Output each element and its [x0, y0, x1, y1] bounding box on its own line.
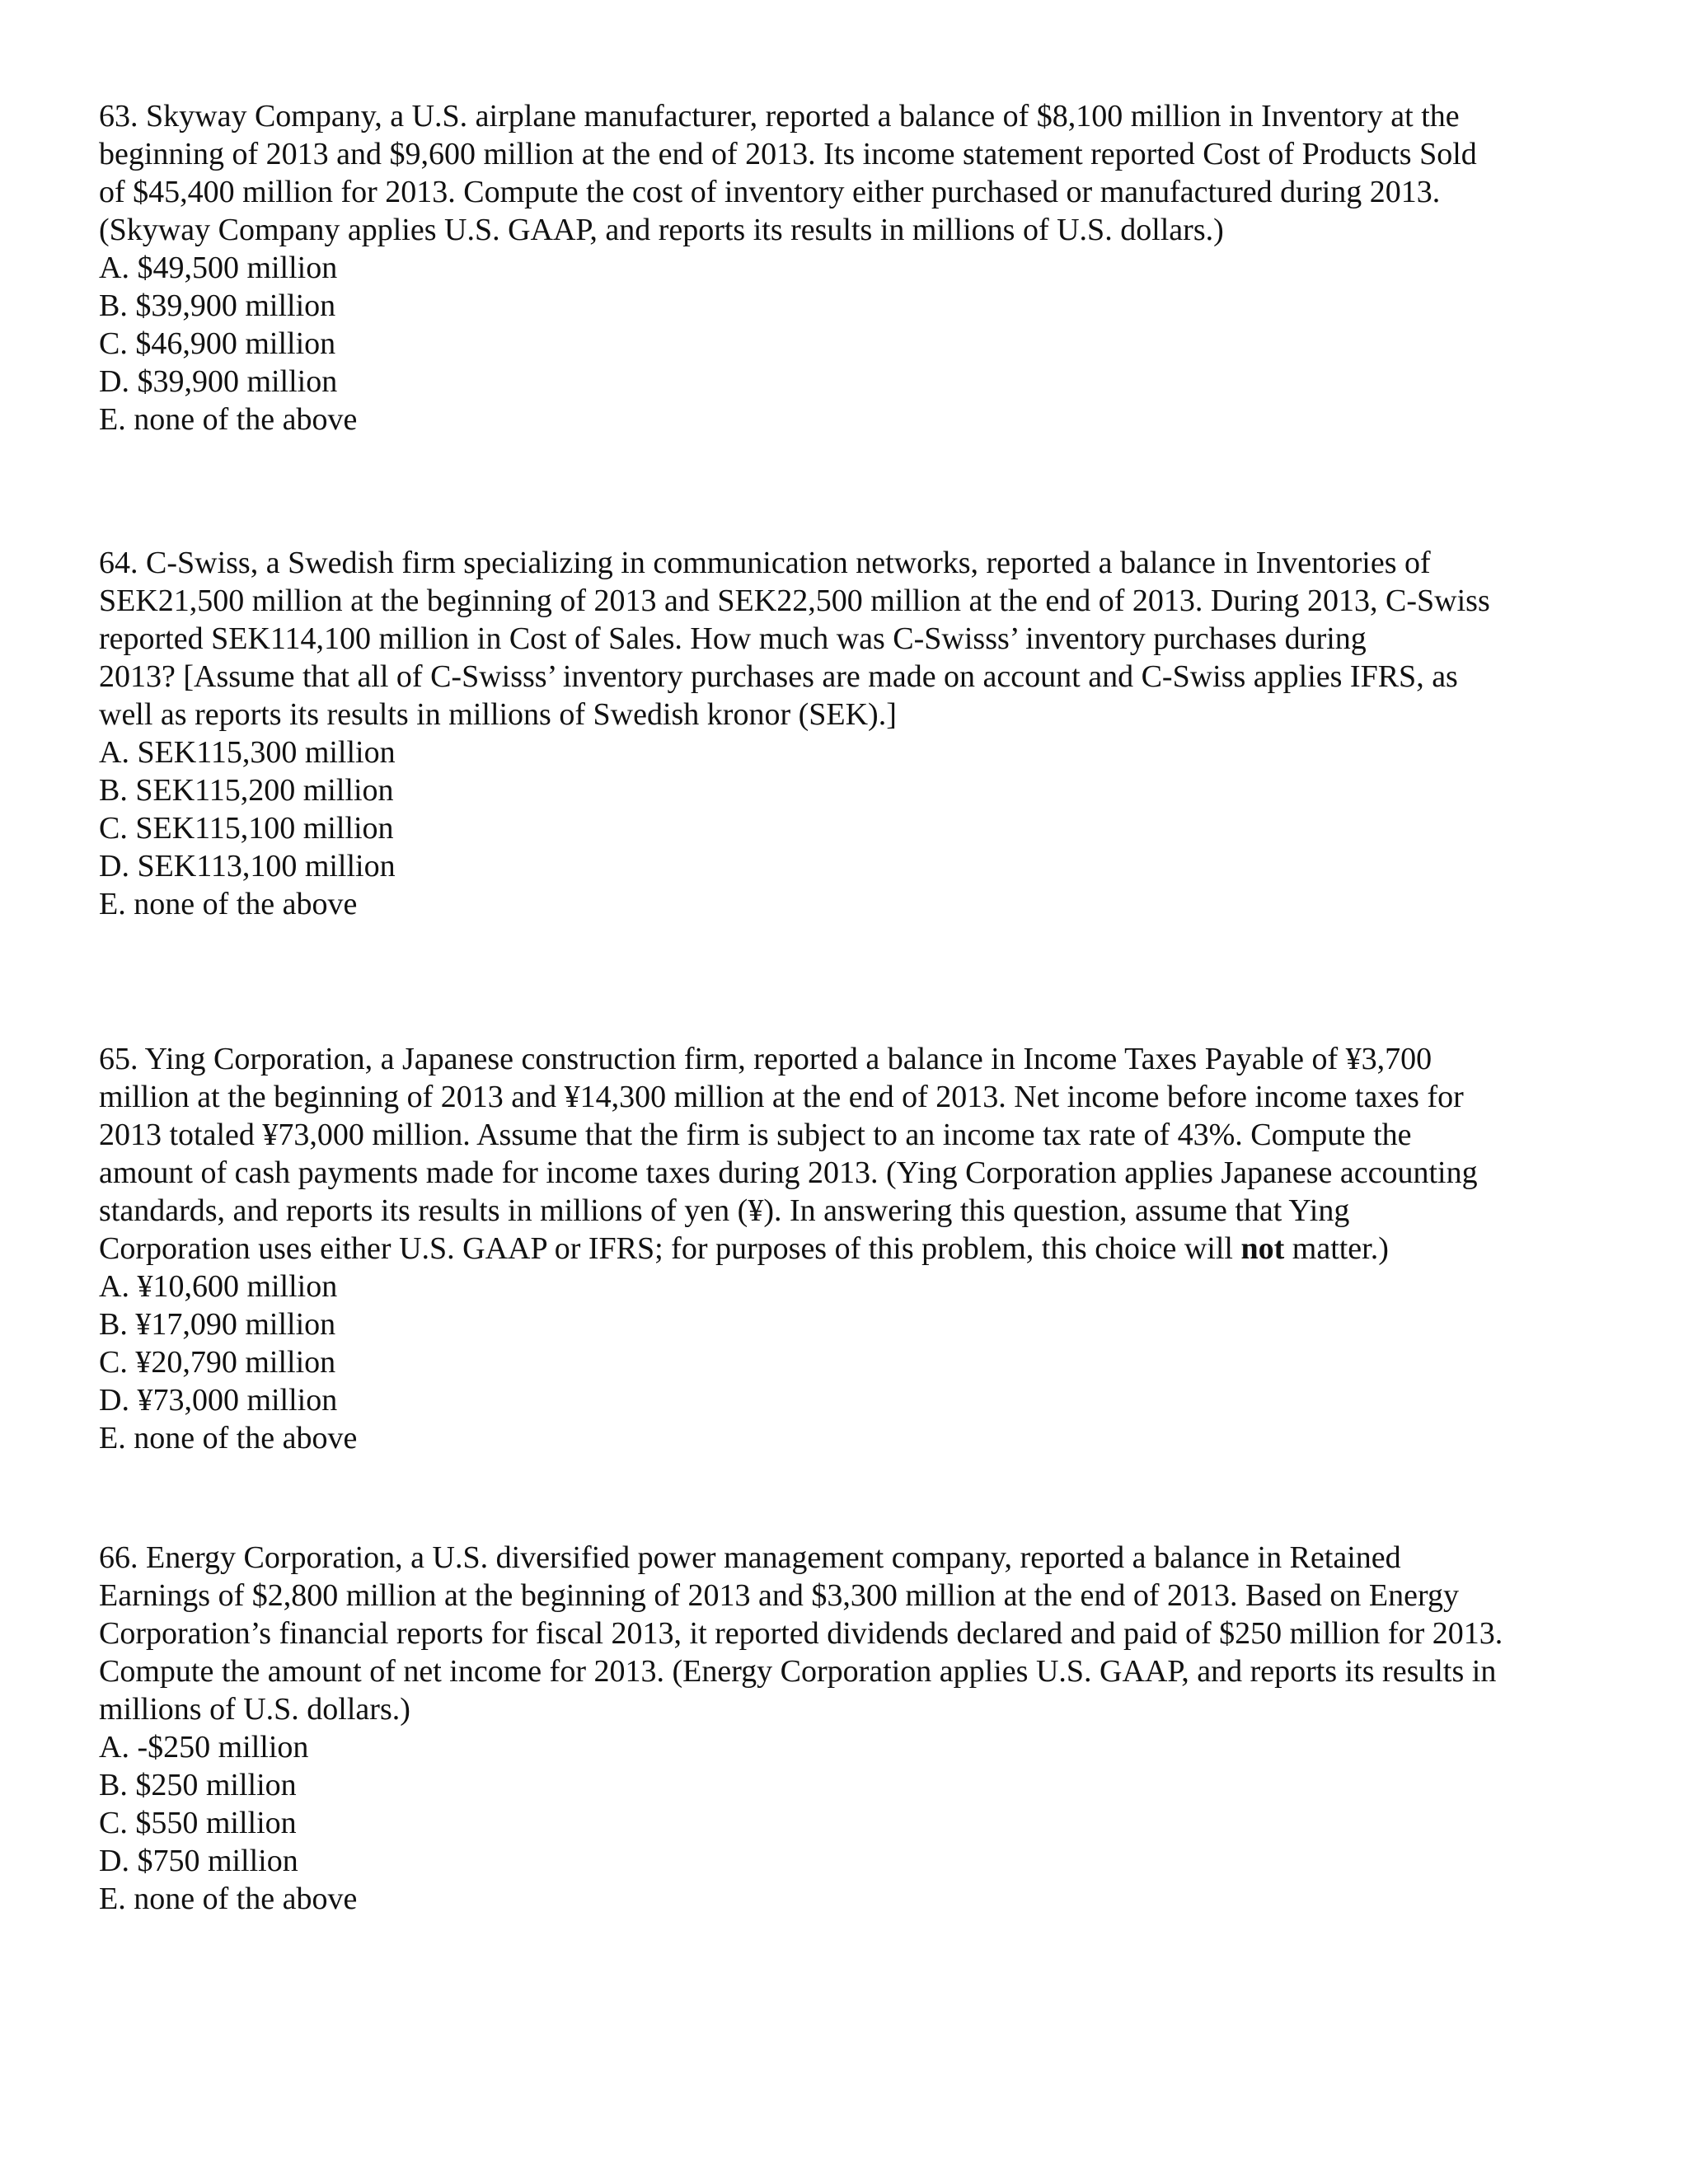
- stem-line: of $45,400 million for 2013. Compute the cost of inventory either purchased or manufactured during 2013.: [99, 175, 1441, 209]
- stem-line: Corporation’s financial reports for fiscal 2013, it reported dividends declared and paid of $250 million for 2013.: [99, 1616, 1503, 1651]
- stem-line: 65. Ying Corporation, a Japanese construction firm, reported a balance in Income Taxes Payable of ¥3,700: [99, 1042, 1432, 1076]
- question-stem: [99, 97, 1599, 249]
- answer-option-c[interactable]: C. SEK115,100 million: [99, 811, 394, 846]
- stem-line: SEK21,500 million at the beginning of 2013 and SEK22,500 million at the end of 2013. During 2013, C-Swiss: [99, 583, 1490, 618]
- stem-line: reported SEK114,100 million in Cost of Sales. How much was C-Swisss’ inventory purchases during: [99, 621, 1367, 656]
- answer-option-e[interactable]: E. none of the above: [99, 887, 358, 921]
- answer-option-a[interactable]: A. $49,500 million: [99, 251, 338, 285]
- question-64: [99, 544, 1599, 923]
- answer-option-d[interactable]: D. SEK113,100 million: [99, 849, 396, 883]
- question-66: [99, 1539, 1599, 1918]
- stem-line: Compute the amount of net income for 2013. (Energy Corporation applies U.S. GAAP, and reports its results in: [99, 1654, 1497, 1689]
- question-number: 66.: [99, 1540, 138, 1575]
- answer-option-c[interactable]: C. $550 million: [99, 1806, 297, 1840]
- answer-options: [99, 733, 1599, 923]
- answer-options: [99, 249, 1599, 438]
- stem-line: Corporation uses either U.S. GAAP or IFRS; for purposes of this problem, this choice will not matter.): [99, 1231, 1389, 1266]
- stem-line: million at the beginning of 2013 and ¥14,300 million at the end of 2013. Net income before income taxes for: [99, 1080, 1464, 1114]
- stem-line: well as reports its results in millions of Swedish kronor (SEK).]: [99, 697, 897, 732]
- question-65: [99, 1040, 1599, 1457]
- emphasis-not: not: [1240, 1231, 1285, 1266]
- question-number: 64.: [99, 546, 138, 580]
- answer-option-c[interactable]: C. ¥20,790 million: [99, 1345, 336, 1380]
- answer-option-b[interactable]: B. SEK115,200 million: [99, 773, 394, 808]
- stem-line: 2013 totaled ¥73,000 million. Assume that the firm is subject to an income tax rate of 43%. Compute the: [99, 1118, 1412, 1152]
- answer-option-d[interactable]: D. $750 million: [99, 1844, 298, 1878]
- stem-line: amount of cash payments made for income taxes during 2013. (Ying Corporation applies Japanese accounting: [99, 1155, 1478, 1190]
- answer-options: [99, 1728, 1599, 1918]
- stem-line: 64. C-Swiss, a Swedish firm specializing in communication networks, reported a balance in Inventories of: [99, 546, 1431, 580]
- stem-line: millions of U.S. dollars.): [99, 1692, 410, 1727]
- stem-line: 2013? [Assume that all of C-Swisss’ inventory purchases are made on account and C-Swiss applies IFRS, as: [99, 659, 1458, 694]
- stem-line: Earnings of $2,800 million at the beginning of 2013 and $3,300 million at the end of 2013. Based on Energy: [99, 1578, 1459, 1613]
- question-stem: [99, 544, 1599, 733]
- answer-option-a[interactable]: A. -$250 million: [99, 1730, 309, 1765]
- answer-option-a[interactable]: A. SEK115,300 million: [99, 735, 396, 770]
- answer-option-b[interactable]: B. $250 million: [99, 1768, 297, 1802]
- answer-option-e[interactable]: E. none of the above: [99, 1882, 358, 1916]
- answer-options: [99, 1268, 1599, 1457]
- stem-line: standards, and reports its results in millions of yen (¥). In answering this question, assume that Ying: [99, 1193, 1350, 1228]
- answer-option-e[interactable]: E. none of the above: [99, 402, 358, 437]
- answer-option-d[interactable]: D. ¥73,000 million: [99, 1383, 338, 1418]
- answer-option-b[interactable]: B. $39,900 million: [99, 288, 336, 323]
- stem-line: beginning of 2013 and $9,600 million at the end of 2013. Its income statement reported Cost of Products Sold: [99, 137, 1477, 171]
- answer-option-a[interactable]: A. ¥10,600 million: [99, 1269, 338, 1304]
- answer-option-b[interactable]: B. ¥17,090 million: [99, 1307, 336, 1342]
- stem-line: 66. Energy Corporation, a U.S. diversified power management company, reported a balance in Retained: [99, 1540, 1401, 1575]
- answer-option-d[interactable]: D. $39,900 million: [99, 364, 338, 399]
- question-stem: [99, 1539, 1599, 1728]
- question-63: [99, 97, 1599, 438]
- question-number: 63.: [99, 99, 138, 134]
- stem-line: (Skyway Company applies U.S. GAAP, and reports its results in millions of U.S. dollars.): [99, 213, 1224, 247]
- stem-line: 63. Skyway Company, a U.S. airplane manufacturer, reported a balance of $8,100 million in Inventory at the: [99, 99, 1460, 134]
- question-number: 65.: [99, 1042, 138, 1076]
- answer-option-e[interactable]: E. none of the above: [99, 1421, 358, 1455]
- answer-option-c[interactable]: C. $46,900 million: [99, 326, 336, 361]
- question-stem: [99, 1040, 1599, 1268]
